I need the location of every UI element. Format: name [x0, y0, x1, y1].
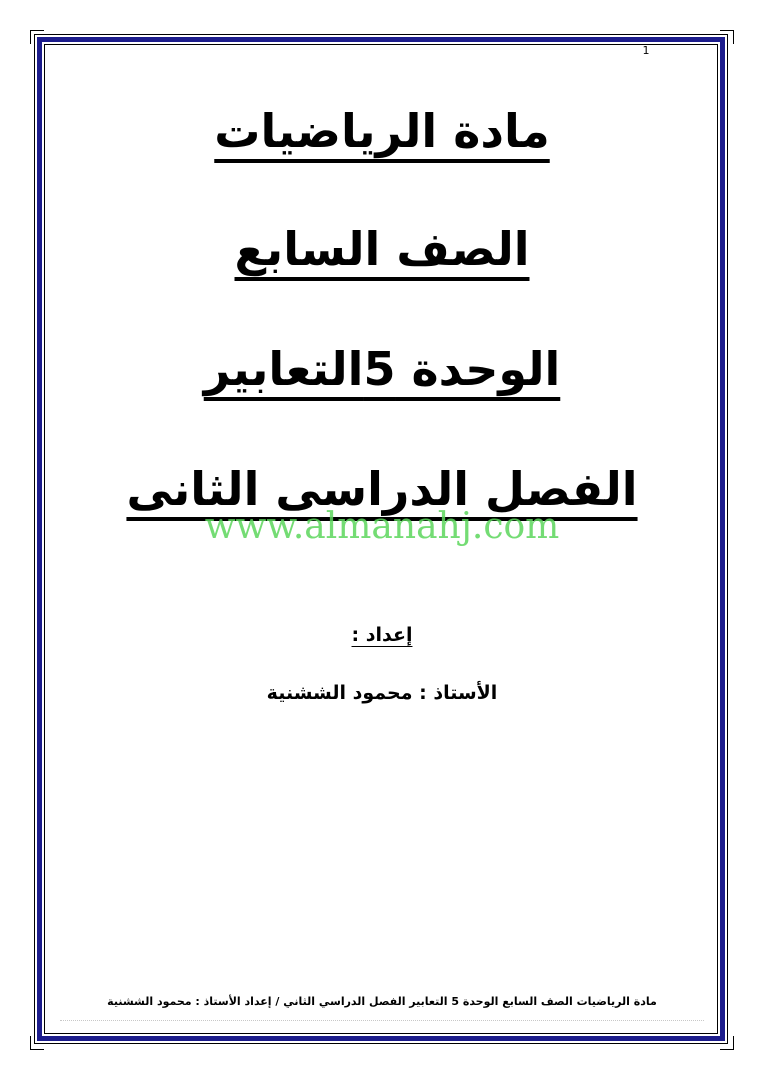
- title-semester-text: الفصل الدراسى الثانى: [126, 462, 638, 516]
- prepared-by-label-text: إعداد :: [351, 624, 413, 646]
- title-subject: [60, 100, 704, 162]
- corner-mark-top-right: [720, 30, 734, 44]
- title-grade: [60, 218, 704, 280]
- corner-mark-bottom-left: [30, 1036, 44, 1050]
- corner-mark-bottom-right: [720, 1036, 734, 1050]
- page-footer: مادة الرياضيات الصف السابع الوحدة 5 التعابير الفصل الدراسي الثاني / إعداد الأستاذ : محمود الششنية: [107, 995, 657, 1008]
- corner-mark-top-left: [30, 30, 44, 44]
- page-number: 1: [642, 44, 650, 57]
- title-subject-text: مادة الرياضيات: [214, 104, 550, 158]
- author-name: الأستاذ : محمود الششنية: [266, 682, 498, 704]
- watermark: www.almanahj.com: [204, 506, 560, 547]
- title-unit-text: الوحدة 5التعابير: [203, 342, 561, 396]
- title-grade-text: الصف السابع: [234, 222, 530, 276]
- prepared-by-label: [60, 622, 704, 648]
- title-unit: [60, 338, 704, 400]
- footer-divider: [60, 1020, 704, 1021]
